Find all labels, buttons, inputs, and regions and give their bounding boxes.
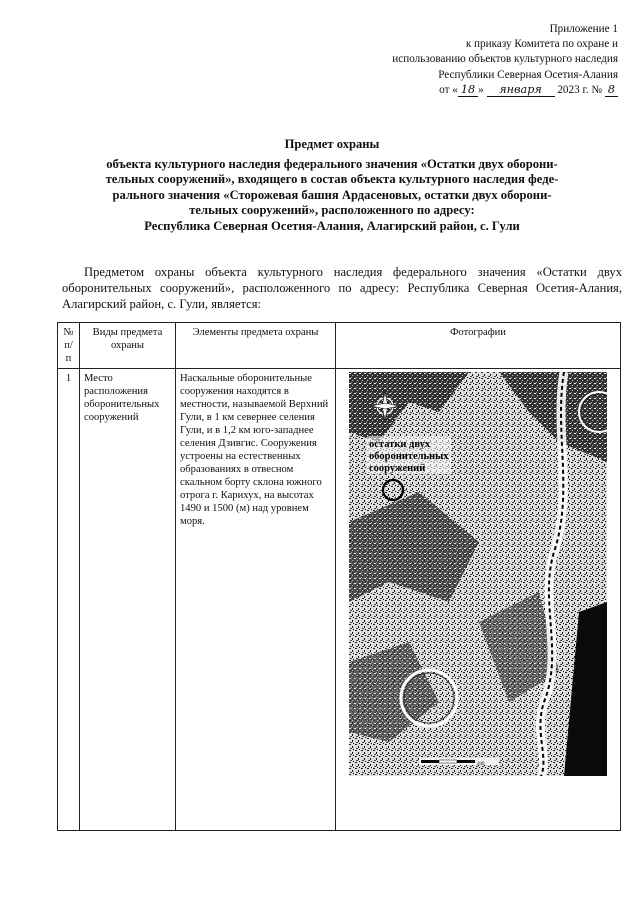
intro-paragraph: Предметом охраны объекта культурного наследия федерального значения «Остатки двух оборонительных сооружений», расположенного по адресу: Республика Северная Осетия-Алания, Алагирский район, с. Гули, является: xyxy=(62,265,622,311)
photo-label-line-2: оборонительных xyxy=(369,451,449,462)
appendix-block xyxy=(392,22,618,98)
title-line-5: Республика Северная Осетия-Алания, Алагирский район, с. Гули xyxy=(144,218,520,233)
row-elements: Наскальные оборонительные сооружения находятся в местности, называемой Верхний Гули, в 1 км севернее селения Гули, и в 1,2 км юго-западнее селения Дзивгис. Сооружения устроены на естественных образованиях в отвесном скальном борту склона южного отрога г. Карихух, на высотах 1490 и 1500 (м) над уровнем моря. xyxy=(176,369,336,831)
header-number: № п/п xyxy=(58,323,80,369)
title-heading: Предмет охраны xyxy=(284,137,380,151)
document-title xyxy=(40,137,624,235)
order-number: 8 xyxy=(605,83,618,97)
satellite-photo xyxy=(349,372,607,776)
date-prefix: от « xyxy=(439,83,458,96)
appendix-date-line xyxy=(392,83,618,98)
protection-table xyxy=(57,322,621,831)
row-kind: Место расположения оборонительных сооружений xyxy=(80,369,176,831)
header-photos: Фотографии xyxy=(336,323,621,369)
date-day-suffix: » xyxy=(478,83,484,96)
title-line-1: объекта культурного наследия федерального значения «Остатки двух оборони- xyxy=(106,156,558,171)
appendix-line-2: к приказу Комитета по охране и xyxy=(465,38,618,51)
row-number: 1 xyxy=(58,369,80,831)
title-line-4: тельных сооружений», расположенного по адресу: xyxy=(189,203,475,218)
header-kind: Виды предмета охраны xyxy=(80,323,176,369)
appendix-line-1: Приложение 1 xyxy=(549,23,618,35)
header-elements: Элементы предмета охраны xyxy=(176,323,336,369)
photo-label-line-1: остатки двух xyxy=(369,439,431,450)
table-header-row xyxy=(58,323,621,369)
title-line-2: тельных сооружений», входящего в состав объекта культурного наследия феде- xyxy=(105,172,559,187)
photo-cell xyxy=(336,369,621,831)
date-day: 18 xyxy=(458,83,478,97)
photo-label-line-3: сооружений xyxy=(369,463,426,474)
title-line-3: рального значения «Сторожевая башня Ардасеновых, остатки двух оборони- xyxy=(112,187,552,202)
scale-end-label: 200 xyxy=(477,762,485,767)
date-year: 2023 г. № xyxy=(557,83,603,96)
table-row xyxy=(58,369,621,831)
date-month: января xyxy=(487,83,555,97)
appendix-line-4: Республики Северная Осетия-Алания xyxy=(438,68,618,81)
appendix-line-3: использованию объектов культурного наследия xyxy=(392,53,618,66)
